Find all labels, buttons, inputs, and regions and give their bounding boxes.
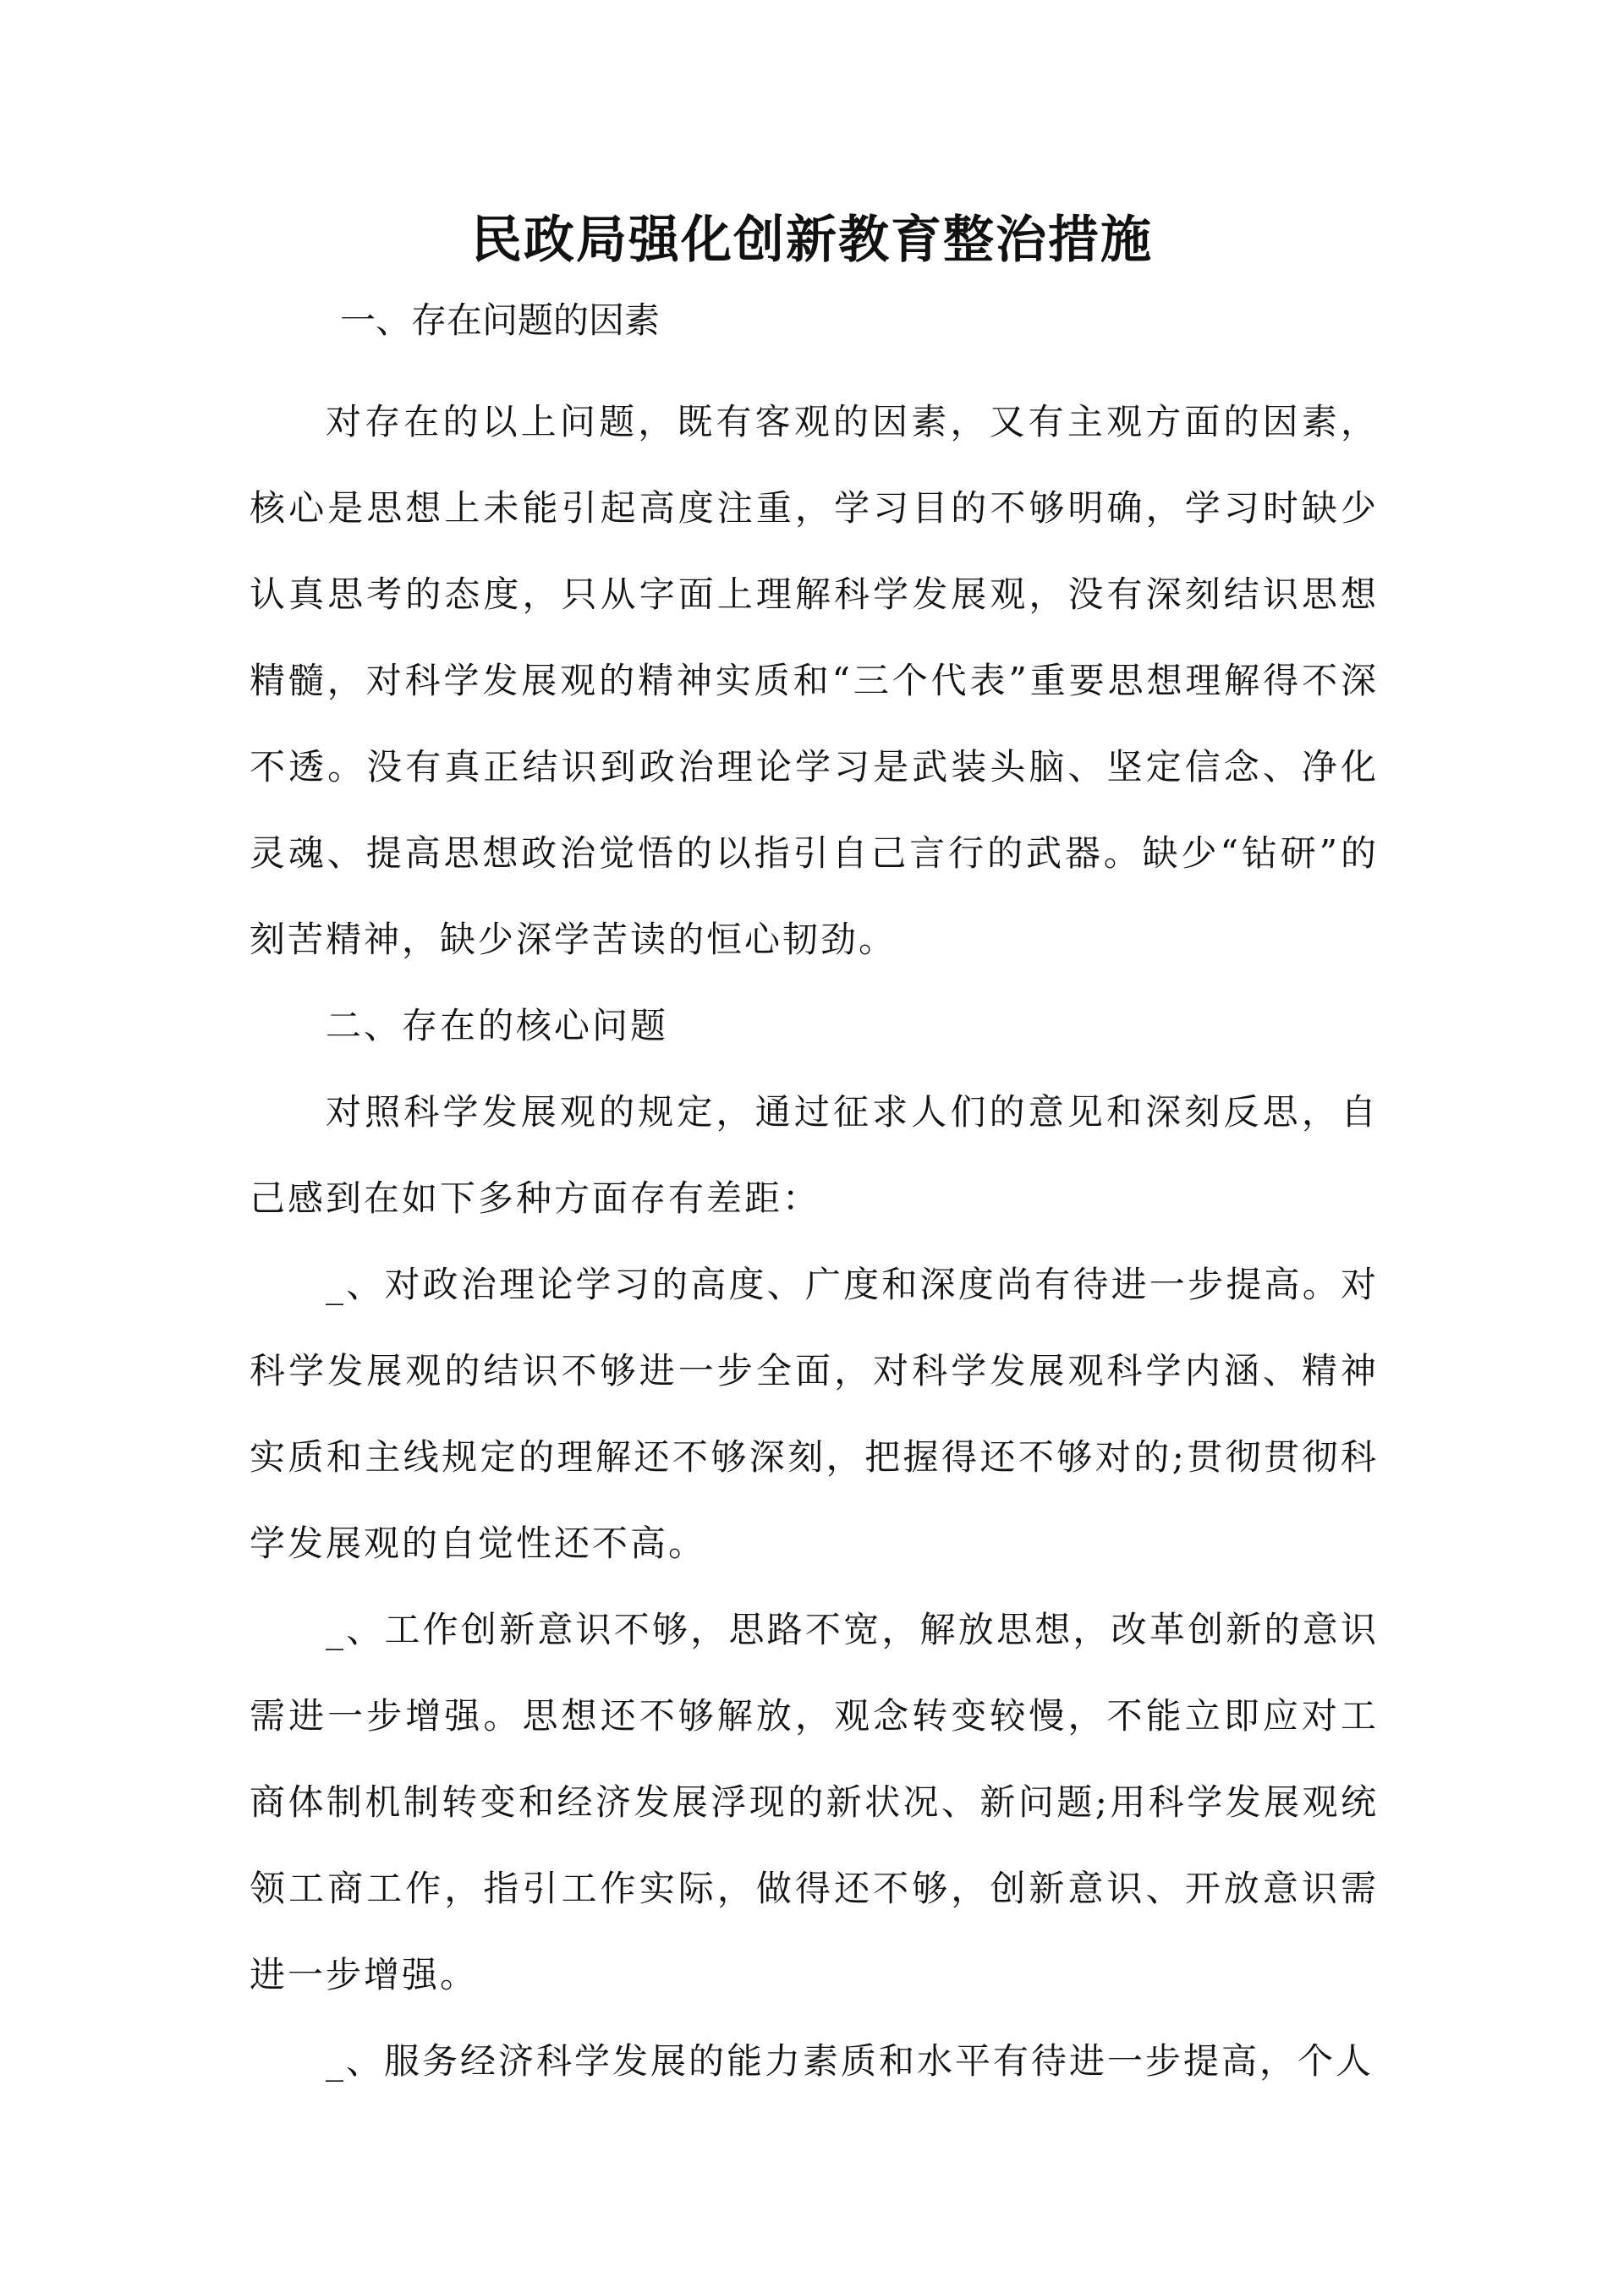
paragraph-causes: 对存在的以上问题，既有客观的因素，又有主观方面的因素，核心是思想上未能引起高度注重，学习目的不够明确，学习时缺少认真思考的态度，只从字面上理解科学发展观，没有深刻结识思想精髓，对科学发展观的精神实质和“三个代表”重要思想理解得不深不透。没有真正结识到政治理论学习是武装头脑、坚定信念、净化灵魂、提高思想政治觉悟的以指引自己言行的武器。缺少“钻研”的刻苦精神，缺少深学苦读的恒心韧劲。: [250, 401, 1379, 960]
section-heading-2: 二、存在的核心问题: [326, 1005, 669, 1046]
section-heading-1: 一、存在问题的因素: [340, 299, 661, 341]
paragraph-item-2: _、工作创新意识不够，思路不宽，解放思想，改革创新的意识需进一步增强。思想还不够解放，观念转变较慢，不能立即应对工商体制机制转变和经济发展浮现的新状况、新问题;用科学发展观统领工商工作，指引工作实际，做得还不够，创新意识、开放意识需进一步增强。: [250, 1609, 1379, 1995]
document-title: 民政局强化创新教育整治措施: [471, 211, 1153, 270]
paragraph-item-1: _、对政治理论学习的高度、广度和深度尚有待进一步提高。对科学发展观的结识不够进一步全面，对科学发展观科学内涵、精神实质和主线规定的理解还不够深刻，把握得还不够对的;贯彻贯彻科学发展观的自觉性还不高。: [250, 1264, 1379, 1564]
paragraph-intro: 对照科学发展观的规定，通过征求人们的意见和深刻反思，自己感到在如下多种方面存有差距：: [250, 1091, 1379, 1219]
document-body: [250, 379, 1379, 2105]
paragraph-item-3: _、服务经济科学发展的能力素质和水平有待进一步提高，个人: [326, 2040, 1374, 2082]
